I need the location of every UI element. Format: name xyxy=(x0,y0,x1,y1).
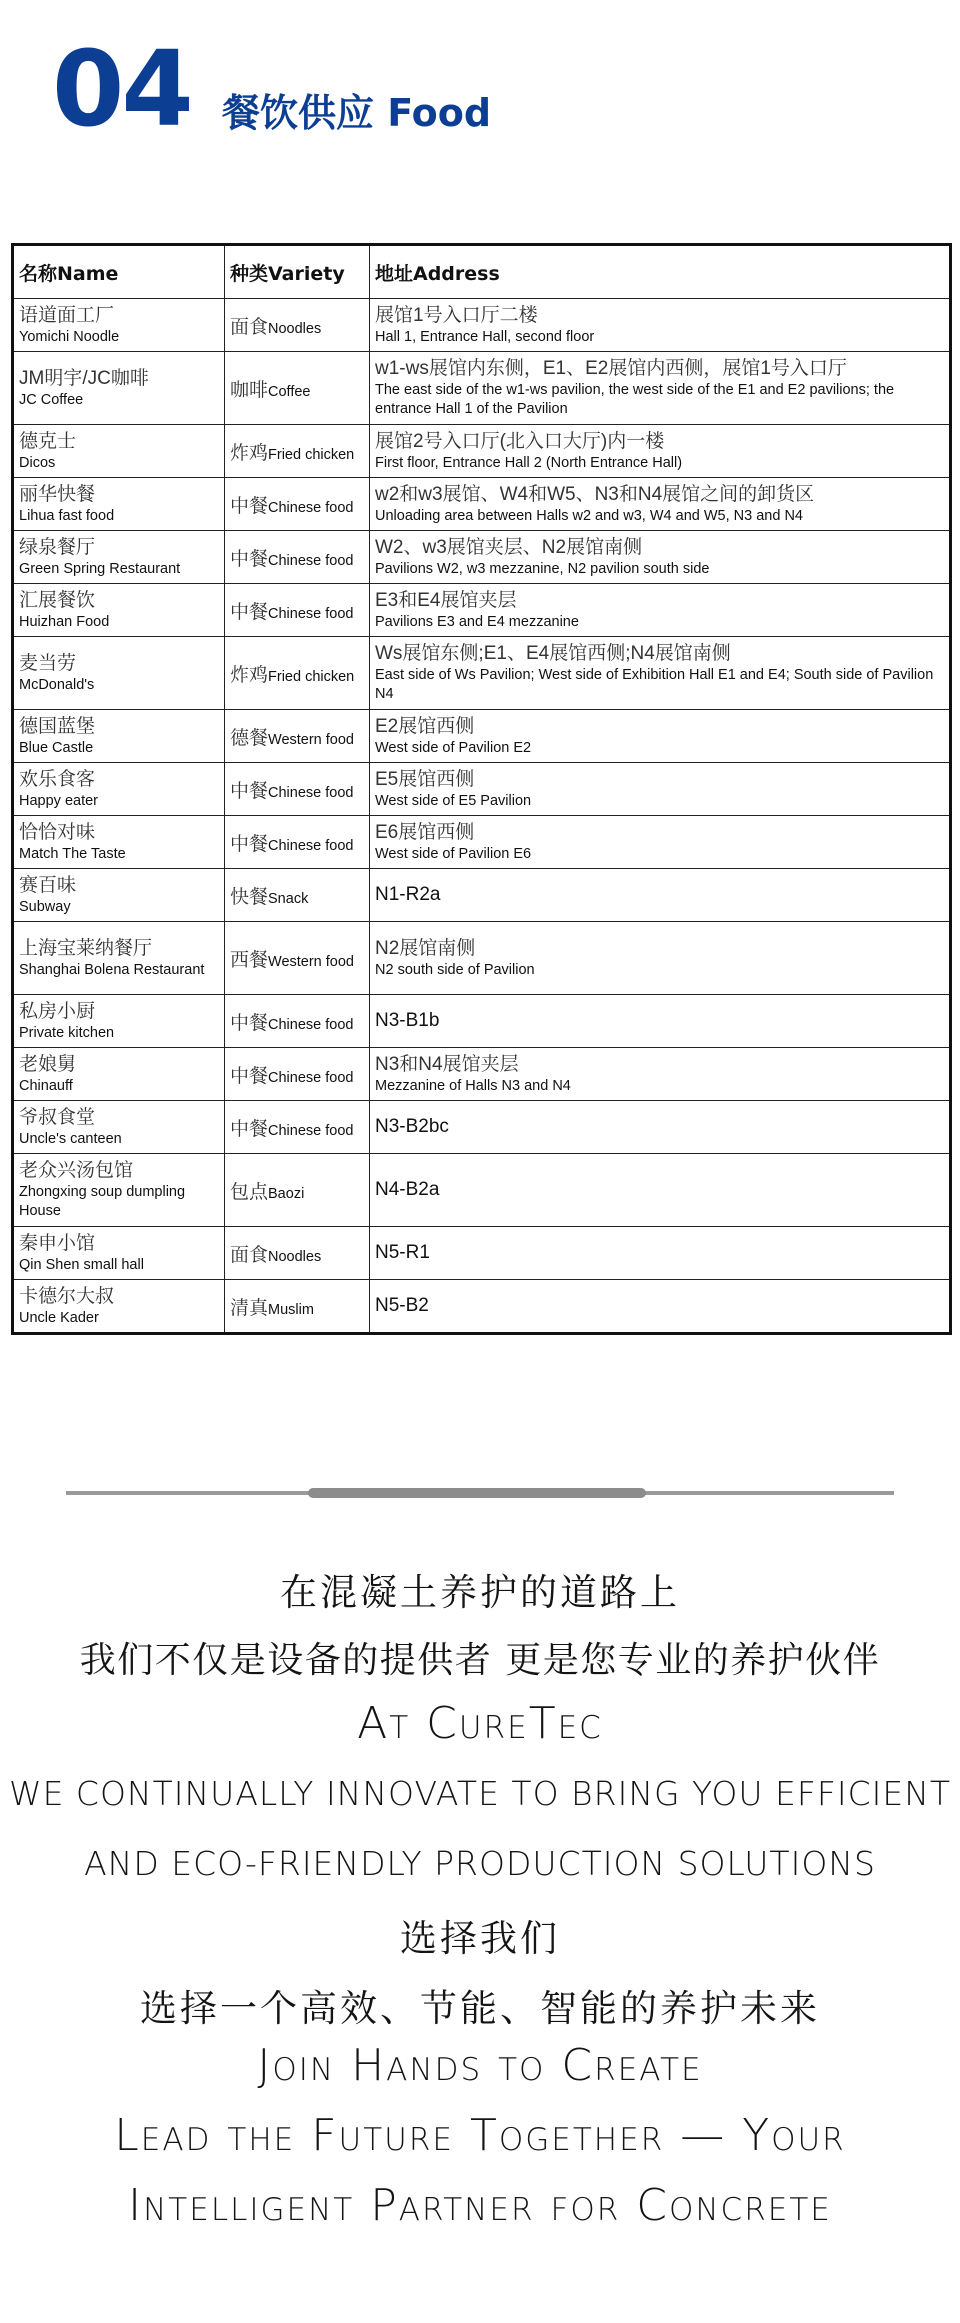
cell-address xyxy=(370,995,951,1048)
name-en: Huizhan Food xyxy=(19,613,110,630)
cell-name xyxy=(13,869,225,922)
name-cn: 秦申小馆 xyxy=(19,1232,96,1254)
table-row xyxy=(13,763,951,816)
cell-variety xyxy=(225,763,370,816)
cell-name xyxy=(13,995,225,1048)
name-en: Zhongxing soup dumpling House xyxy=(19,1184,186,1219)
variety-cn: 中餐 xyxy=(230,780,269,802)
cell-name xyxy=(13,1227,225,1280)
table-row xyxy=(13,352,951,425)
table-row xyxy=(13,816,951,869)
name-en: Match The Taste xyxy=(19,845,126,862)
name-en: Private kitchen xyxy=(19,1024,115,1041)
name-cn: 欢乐食客 xyxy=(19,768,96,790)
food-table xyxy=(11,243,952,1335)
name-en: Lihua fast food xyxy=(19,507,115,524)
section-number: 04 xyxy=(52,28,191,150)
address-cn: W2、w3展馆夹层、N2展馆南侧 xyxy=(375,536,643,558)
variety-en: Chinese food xyxy=(268,552,354,569)
cell-address xyxy=(370,478,951,531)
slogan-line-4: WE CONTINUALLY INNOVATE TO BRING YOU EFFICIENT xyxy=(8,1774,952,1813)
cell-variety xyxy=(225,352,370,425)
cell-variety xyxy=(225,531,370,584)
variety-en: Chinese food xyxy=(268,784,354,801)
address-code: N3-B2bc xyxy=(375,1116,449,1137)
address-cn: N3和N4展馆夹层 xyxy=(375,1053,519,1075)
address-cn: 展馆2号入口厅(北入口大厅)内一楼 xyxy=(375,430,665,452)
address-cn: Ws展馆东侧;E1、E4展馆西侧;N4展馆南侧 xyxy=(375,643,731,664)
address-en: Pavilions E3 and E4 mezzanine xyxy=(375,613,579,630)
name-cn: 赛百味 xyxy=(19,874,77,896)
address-cn: N2展馆南侧 xyxy=(375,937,476,959)
table-row xyxy=(13,1280,951,1334)
address-code: N1-R2a xyxy=(375,884,441,905)
table-row xyxy=(13,869,951,922)
cell-variety xyxy=(225,584,370,637)
name-cn: 恰恰对味 xyxy=(19,821,96,843)
table-row xyxy=(13,584,951,637)
cell-name xyxy=(13,763,225,816)
cell-variety xyxy=(225,1154,370,1227)
table-row xyxy=(13,425,951,478)
address-code: N5-B2 xyxy=(375,1295,429,1316)
address-cn: 展馆1号入口厅二楼 xyxy=(375,304,538,326)
table-row xyxy=(13,1048,951,1101)
variety-en: Western food xyxy=(268,731,354,748)
cell-address xyxy=(370,531,951,584)
cell-variety xyxy=(225,710,370,763)
cell-variety xyxy=(225,869,370,922)
address-en: The east side of the w1-ws pavilion, the west side of the E1 and E2 pavilions; the entrance Hall 1 of the Pavilion xyxy=(375,382,895,417)
cell-address xyxy=(370,1101,951,1154)
variety-en: Coffee xyxy=(268,383,311,400)
variety-cn: 中餐 xyxy=(230,1065,269,1087)
section-title: 餐饮供应 Food xyxy=(222,91,492,135)
variety-en: Noodles xyxy=(268,320,322,337)
variety-en: Western food xyxy=(268,953,354,970)
cell-name xyxy=(13,352,225,425)
table-row xyxy=(13,637,951,710)
name-en: Blue Castle xyxy=(19,739,94,756)
name-cn: JM明宇/JC咖啡 xyxy=(19,367,149,389)
table-row xyxy=(13,299,951,352)
cell-address xyxy=(370,710,951,763)
cell-variety xyxy=(225,922,370,995)
name-en: Happy eater xyxy=(19,792,98,809)
cell-name xyxy=(13,1280,225,1334)
slogan-line-2: 我们不仅是设备的提供者 更是您专业的养护伙伴 xyxy=(79,1640,881,1681)
cell-name xyxy=(13,478,225,531)
name-cn: 汇展餐饮 xyxy=(19,589,96,611)
slogan-line-8: Join Hands to Create xyxy=(257,2040,703,2091)
name-cn: 卡德尔大叔 xyxy=(19,1285,115,1307)
variety-en: Muslim xyxy=(268,1301,314,1318)
variety-cn: 咖啡 xyxy=(230,379,269,401)
cell-variety xyxy=(225,637,370,710)
name-cn: 上海宝莱纳餐厅 xyxy=(19,937,153,959)
address-en: West side of Pavilion E2 xyxy=(375,739,532,756)
slogan-line-1: 在混凝土养护的道路上 xyxy=(280,1571,680,1614)
cell-variety xyxy=(225,1280,370,1334)
variety-cn: 中餐 xyxy=(230,833,269,855)
variety-cn: 炸鸡 xyxy=(230,664,269,686)
cell-address xyxy=(370,816,951,869)
address-en: Pavilions W2, w3 mezzanine, N2 pavilion south side xyxy=(375,560,710,577)
cell-variety xyxy=(225,425,370,478)
name-en: Uncle Kader xyxy=(19,1309,99,1326)
cell-name xyxy=(13,710,225,763)
name-cn: 德国蓝堡 xyxy=(19,715,96,737)
variety-en: Chinese food xyxy=(268,605,354,622)
name-en: Subway xyxy=(19,898,71,915)
address-cn: E3和E4展馆夹层 xyxy=(375,589,517,611)
variety-en: Chinese food xyxy=(268,1122,354,1139)
variety-cn: 面食 xyxy=(230,316,269,338)
name-cn: 麦当劳 xyxy=(19,652,77,674)
variety-cn: 中餐 xyxy=(230,601,269,623)
cell-name xyxy=(13,1101,225,1154)
cell-address xyxy=(370,763,951,816)
name-en: Uncle's canteen xyxy=(19,1130,122,1147)
cell-address xyxy=(370,1280,951,1334)
name-en: Yomichi Noodle xyxy=(19,328,120,345)
address-en: First floor, Entrance Hall 2 (North Entrance Hall) xyxy=(375,454,683,471)
variety-cn: 清真 xyxy=(230,1297,269,1319)
slogan-line-6: 选择我们 xyxy=(400,1917,560,1960)
cell-name xyxy=(13,425,225,478)
table-row xyxy=(13,922,951,995)
name-cn: 老娘舅 xyxy=(19,1053,77,1075)
cell-name xyxy=(13,816,225,869)
table-row xyxy=(13,1227,951,1280)
cell-address xyxy=(370,1227,951,1280)
name-en: Chinauff xyxy=(19,1077,73,1094)
variety-en: Chinese food xyxy=(268,1069,354,1086)
cell-address xyxy=(370,425,951,478)
name-cn: 老众兴汤包馆 xyxy=(19,1160,134,1181)
variety-cn: 中餐 xyxy=(230,495,269,517)
variety-cn: 快餐 xyxy=(230,886,269,908)
cell-name xyxy=(13,1048,225,1101)
variety-cn: 炸鸡 xyxy=(230,442,269,464)
cell-name xyxy=(13,637,225,710)
cell-address xyxy=(370,637,951,710)
address-en: Unloading area between Halls w2 and w3, W4 and W5, N3 and N4 xyxy=(375,507,803,524)
name-cn: 语道面工厂 xyxy=(19,304,115,326)
name-cn: 德克士 xyxy=(19,430,77,452)
address-en: West side of E5 Pavilion xyxy=(375,792,532,809)
name-en: McDonald's xyxy=(19,676,95,693)
divider-center-bar xyxy=(308,1488,646,1498)
address-code: N4-B2a xyxy=(375,1179,440,1200)
cell-name xyxy=(13,584,225,637)
cell-address xyxy=(370,584,951,637)
table-row xyxy=(13,995,951,1048)
slogan-line-7: 选择一个高效、节能、智能的养护未来 xyxy=(140,1987,820,2030)
variety-cn: 中餐 xyxy=(230,548,269,570)
address-cn: w2和w3展馆、W4和W5、N3和N4展馆之间的卸货区 xyxy=(375,483,815,505)
name-en: Dicos xyxy=(19,454,56,471)
address-cn: E5展馆西侧 xyxy=(375,768,475,790)
name-en: Qin Shen small hall xyxy=(19,1256,144,1273)
variety-en: Chinese food xyxy=(268,1016,354,1033)
variety-en: Snack xyxy=(268,890,309,907)
cell-variety xyxy=(225,299,370,352)
cell-variety xyxy=(225,1101,370,1154)
header-variety: 种类Variety xyxy=(225,245,370,299)
cell-variety xyxy=(225,1048,370,1101)
cell-address xyxy=(370,352,951,425)
cell-address xyxy=(370,1154,951,1227)
cell-address xyxy=(370,1048,951,1101)
address-en: Mezzanine of Halls N3 and N4 xyxy=(375,1077,571,1094)
address-cn: E6展馆西侧 xyxy=(375,821,475,843)
slogan-line-10: Intelligent Partner for Concrete xyxy=(128,2180,832,2231)
address-code: N3-B1b xyxy=(375,1010,440,1031)
address-en: East side of Ws Pavilion; West side of Exhibition Hall E1 and E4; South side of Pavilion N4 xyxy=(375,667,934,702)
name-en: JC Coffee xyxy=(19,391,84,408)
header-address: 地址Address xyxy=(370,245,951,299)
table-body xyxy=(13,299,951,1334)
header-name: 名称Name xyxy=(13,245,225,299)
cell-name xyxy=(13,1154,225,1227)
variety-cn: 德餐 xyxy=(230,727,269,749)
name-cn: 私房小厨 xyxy=(19,1000,96,1022)
variety-en: Fried chicken xyxy=(268,668,355,685)
cell-variety xyxy=(225,1227,370,1280)
variety-cn: 西餐 xyxy=(230,949,269,971)
name-en: Shanghai Bolena Restaurant xyxy=(19,961,205,978)
variety-cn: 包点 xyxy=(230,1181,269,1203)
address-cn: E2展馆西侧 xyxy=(375,715,475,737)
table-row xyxy=(13,531,951,584)
variety-en: Chinese food xyxy=(268,499,354,516)
cell-address xyxy=(370,922,951,995)
address-cn: w1-ws展馆内东侧，E1、E2展馆内西侧，展馆1号入口厅 xyxy=(375,358,847,379)
address-en: West side of Pavilion E6 xyxy=(375,845,532,862)
slogan-line-5: AND ECO-FRIENDLY PRODUCTION SOLUTIONS xyxy=(84,1844,876,1883)
table-row xyxy=(13,1154,951,1227)
cell-name xyxy=(13,922,225,995)
cell-variety xyxy=(225,995,370,1048)
table-row xyxy=(13,1101,951,1154)
table-row xyxy=(13,710,951,763)
name-en: Green Spring Restaurant xyxy=(19,560,181,577)
name-cn: 丽华快餐 xyxy=(19,483,96,505)
variety-cn: 面食 xyxy=(230,1244,269,1266)
name-cn: 爷叔食堂 xyxy=(19,1106,96,1128)
cell-name xyxy=(13,299,225,352)
name-cn: 绿泉餐厅 xyxy=(19,536,96,558)
slogan-line-3: At CureTec xyxy=(357,1698,603,1749)
variety-cn: 中餐 xyxy=(230,1118,269,1140)
cell-name xyxy=(13,531,225,584)
variety-en: Noodles xyxy=(268,1248,322,1265)
cell-address xyxy=(370,299,951,352)
address-en: N2 south side of Pavilion xyxy=(375,961,535,978)
cell-address xyxy=(370,869,951,922)
variety-en: Chinese food xyxy=(268,837,354,854)
cell-variety xyxy=(225,816,370,869)
cell-variety xyxy=(225,478,370,531)
address-en: Hall 1, Entrance Hall, second floor xyxy=(375,328,595,345)
variety-cn: 中餐 xyxy=(230,1012,269,1034)
variety-en: Baozi xyxy=(268,1185,305,1202)
variety-en: Fried chicken xyxy=(268,446,355,463)
table-header-row xyxy=(13,245,951,299)
address-code: N5-R1 xyxy=(375,1242,430,1263)
slogan-line-9: Lead the Future Together — Your xyxy=(114,2110,846,2161)
table-row xyxy=(13,478,951,531)
